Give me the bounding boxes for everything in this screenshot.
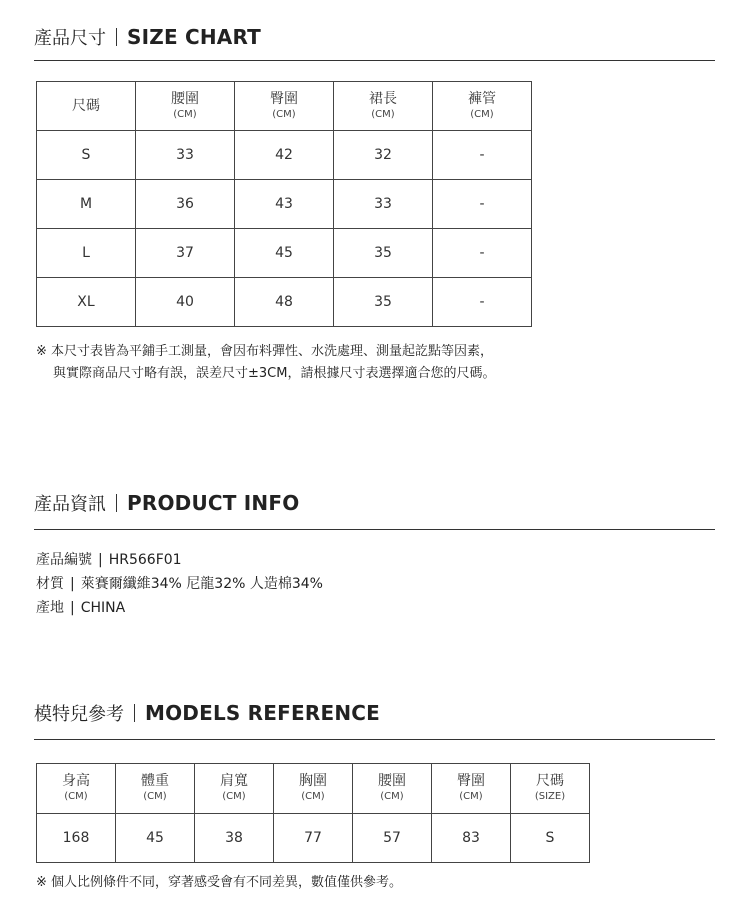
models-reference-title-en: MODELS REFERENCE [145,701,381,725]
product-info-rule [34,529,715,530]
table-cell: 32 [334,131,433,180]
table-row [37,814,590,863]
table-row [37,229,532,278]
models-reference-title-zh: 模特兒參考 [34,704,124,725]
table-cell: L [37,229,136,278]
header-cell [37,764,116,814]
header-unit: (CM) [301,791,325,802]
size-chart-rule [34,60,715,61]
table-cell: 48 [235,278,334,327]
models-reference-table [36,763,590,863]
table-cell: 43 [235,180,334,229]
models-header-row [37,764,590,814]
header-unit: (CM) [272,108,296,120]
header-unit: (CM) [380,791,404,802]
table-cell: 57 [353,814,432,863]
info-separator: | [98,552,103,568]
product-info-title [34,490,299,516]
models-reference-note [36,872,402,894]
header-label: 腰圍 [171,90,199,107]
table-cell: 35 [334,278,433,327]
title-divider [116,28,117,46]
table-cell: - [433,229,532,278]
size-chart-title-en: SIZE CHART [127,25,262,49]
table-cell: 33 [136,131,235,180]
info-row-origin [36,596,323,620]
header-unit: (CM) [470,108,494,120]
header-unit: (SIZE) [534,791,566,802]
table-cell: 45 [235,229,334,278]
info-value: HR566F01 [108,552,182,568]
info-label: 材質 [36,576,64,592]
product-info-list [36,548,323,620]
header-label: 尺碼 [536,773,564,789]
table-cell: 83 [432,814,511,863]
table-cell: 77 [274,814,353,863]
header-label: 褲管 [468,90,496,107]
header-label: 裙長 [369,90,397,107]
title-divider [116,494,117,512]
header-unit: (CM) [143,791,167,802]
header-cell [334,82,433,131]
table-cell: 33 [334,180,433,229]
header-cell [433,82,532,131]
size-chart-note-line1: ※ 本尺寸表皆為平鋪手工測量，會因布料彈性、水洗處理、測量起訖點等因素， [36,344,494,359]
header-cell [353,764,432,814]
table-cell: M [37,180,136,229]
info-row-material [36,572,323,596]
size-chart-title-zh: 產品尺寸 [34,28,106,49]
info-row-product-id [36,548,323,572]
product-info-title-zh: 產品資訊 [34,494,106,515]
header-cell [235,82,334,131]
info-label: 產品編號 [36,552,92,568]
table-cell: 40 [136,278,235,327]
header-unit: (CM) [371,108,395,120]
header-cell [37,82,136,131]
table-cell: 42 [235,131,334,180]
size-chart-table [36,81,532,327]
info-label: 產地 [36,600,64,616]
table-cell: 38 [195,814,274,863]
header-label: 臀圍 [457,773,485,789]
table-cell: 168 [37,814,116,863]
table-cell: XL [37,278,136,327]
header-cell [432,764,511,814]
size-chart-header-row [37,82,532,131]
info-value: 萊賽爾纖維34% 尼龍32% 人造棉34% [80,576,323,592]
table-cell: 35 [334,229,433,278]
table-cell: - [433,278,532,327]
size-chart-note [36,341,495,385]
table-cell: 36 [136,180,235,229]
title-divider [134,704,135,722]
models-reference-rule [34,739,715,740]
size-chart-note-line2: 與實際商品尺寸略有誤，誤差尺寸±3CM，請根據尺寸表選擇適合您的尺碼。 [53,366,496,381]
header-label: 胸圍 [299,773,327,789]
header-label: 體重 [141,773,169,789]
table-cell: 45 [116,814,195,863]
header-label: 臀圍 [270,90,298,107]
header-unit: (CM) [222,791,246,802]
table-cell: - [433,131,532,180]
header-unit: (CM) [459,791,483,802]
table-cell: S [511,814,590,863]
info-separator: | [70,576,75,592]
header-cell [116,764,195,814]
header-cell [136,82,235,131]
info-value: CHINA [80,600,126,616]
header-label: 肩寬 [220,773,248,789]
table-cell: - [433,180,532,229]
header-cell [274,764,353,814]
size-chart-title [34,24,261,50]
table-cell: 37 [136,229,235,278]
header-label: 身高 [62,773,90,789]
header-label: 尺碼 [72,97,100,114]
table-row [37,131,532,180]
models-reference-title [34,700,380,726]
table-cell: S [37,131,136,180]
product-info-title-en: PRODUCT INFO [127,491,300,515]
info-separator: | [70,600,75,616]
table-row [37,278,532,327]
header-cell [511,764,590,814]
header-label: 腰圍 [378,773,406,789]
header-unit: (CM) [64,791,88,802]
models-reference-note-text: ※ 個人比例條件不同，穿著感受會有不同差異，數值僅供參考。 [36,875,403,890]
header-unit: (CM) [173,108,197,120]
header-cell [195,764,274,814]
table-row [37,180,532,229]
